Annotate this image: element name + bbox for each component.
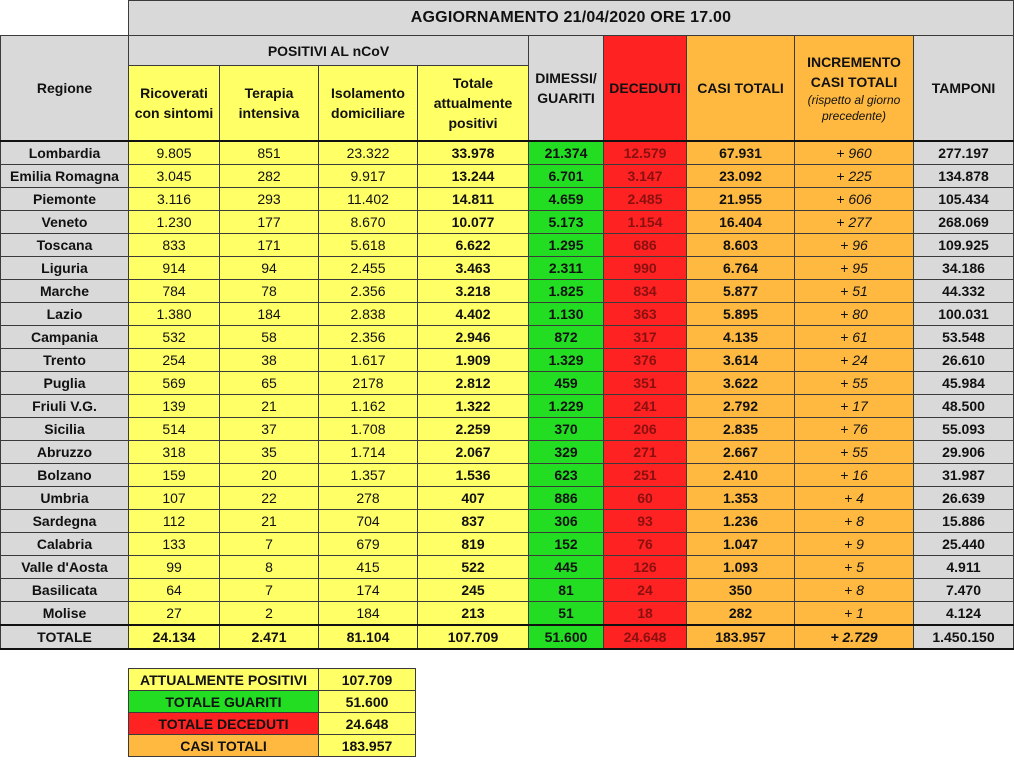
cell-totale-positivi: 522 <box>418 556 529 579</box>
cell-totale-positivi: 3.463 <box>418 257 529 280</box>
cell-regione: Trento <box>1 349 129 372</box>
cell-totale-positivi: 2.812 <box>418 372 529 395</box>
cell-tamponi: 268.069 <box>914 211 1014 234</box>
table-row <box>1 556 1014 579</box>
cell-ricoverati: 159 <box>129 464 220 487</box>
cell-regione: Basilicata <box>1 579 129 602</box>
cell-deceduti: 24.648 <box>604 625 687 649</box>
header-deceduti: DECEDUTI <box>604 36 687 142</box>
cell-isolamento: 1.708 <box>319 418 418 441</box>
header-totale-positivi: Totale attualmente positivi <box>418 66 529 142</box>
cell-terapia: 94 <box>220 257 319 280</box>
cell-deceduti: 990 <box>604 257 687 280</box>
cell-tamponi: 31.987 <box>914 464 1014 487</box>
table-row <box>1 234 1014 257</box>
cell-ricoverati: 133 <box>129 533 220 556</box>
cell-tamponi: 48.500 <box>914 395 1014 418</box>
header-incremento <box>795 36 914 142</box>
cell-regione: Molise <box>1 602 129 626</box>
cell-isolamento: 679 <box>319 533 418 556</box>
cell-regione: Campania <box>1 326 129 349</box>
cell-tamponi: 34.186 <box>914 257 1014 280</box>
cell-deceduti: 76 <box>604 533 687 556</box>
cell-casi-totali: 67.931 <box>687 141 795 165</box>
summary-row <box>129 691 416 713</box>
cell-totale-positivi: 4.402 <box>418 303 529 326</box>
cell-isolamento: 23.322 <box>319 141 418 165</box>
cell-isolamento: 415 <box>319 556 418 579</box>
cell-ricoverati: 3.116 <box>129 188 220 211</box>
cell-dimessi: 21.374 <box>529 141 604 165</box>
table-row <box>1 280 1014 303</box>
cell-casi-totali: 23.092 <box>687 165 795 188</box>
cell-regione: Abruzzo <box>1 441 129 464</box>
cell-terapia: 21 <box>220 510 319 533</box>
cell-tamponi: 134.878 <box>914 165 1014 188</box>
cell-incremento: + 8 <box>795 510 914 533</box>
cell-isolamento: 1.617 <box>319 349 418 372</box>
cell-terapia: 2 <box>220 602 319 626</box>
cell-dimessi: 370 <box>529 418 604 441</box>
header-casi-totali: CASI TOTALI <box>687 36 795 142</box>
cell-deceduti: 376 <box>604 349 687 372</box>
cell-totale-positivi: 1.322 <box>418 395 529 418</box>
cell-tamponi: 4.124 <box>914 602 1014 626</box>
cell-dimessi: 886 <box>529 487 604 510</box>
table-row <box>1 418 1014 441</box>
cell-tamponi: 25.440 <box>914 533 1014 556</box>
table-row <box>1 441 1014 464</box>
cell-incremento: + 960 <box>795 141 914 165</box>
cell-terapia: 2.471 <box>220 625 319 649</box>
cell-terapia: 35 <box>220 441 319 464</box>
summary-body <box>129 669 416 757</box>
cell-ricoverati: 254 <box>129 349 220 372</box>
cell-casi-totali: 1.047 <box>687 533 795 556</box>
cell-totale-positivi: 2.946 <box>418 326 529 349</box>
cell-incremento: + 8 <box>795 579 914 602</box>
cell-dimessi: 1.329 <box>529 349 604 372</box>
cell-terapia: 22 <box>220 487 319 510</box>
cell-terapia: 58 <box>220 326 319 349</box>
cell-totale-positivi: 837 <box>418 510 529 533</box>
cell-deceduti: 271 <box>604 441 687 464</box>
totals-row <box>1 625 1014 649</box>
cell-casi-totali: 2.667 <box>687 441 795 464</box>
cell-dimessi: 1.130 <box>529 303 604 326</box>
cell-tamponi: 105.434 <box>914 188 1014 211</box>
cell-incremento: + 95 <box>795 257 914 280</box>
table-row <box>1 326 1014 349</box>
cell-isolamento: 184 <box>319 602 418 626</box>
cell-ricoverati: 107 <box>129 487 220 510</box>
cell-incremento: + 55 <box>795 372 914 395</box>
table-row <box>1 533 1014 556</box>
cell-casi-totali: 1.093 <box>687 556 795 579</box>
cell-totale-positivi: 10.077 <box>418 211 529 234</box>
cell-tamponi: 26.610 <box>914 349 1014 372</box>
cell-incremento: + 4 <box>795 487 914 510</box>
cell-terapia: 851 <box>220 141 319 165</box>
cell-ricoverati: 569 <box>129 372 220 395</box>
header-isolamento: Isolamento domiciliare <box>319 66 418 142</box>
cell-terapia: 177 <box>220 211 319 234</box>
cell-incremento: + 1 <box>795 602 914 626</box>
cell-dimessi: 4.659 <box>529 188 604 211</box>
cell-regione: TOTALE <box>1 625 129 649</box>
cell-deceduti: 317 <box>604 326 687 349</box>
cell-totale-positivi: 2.067 <box>418 441 529 464</box>
cell-casi-totali: 2.410 <box>687 464 795 487</box>
cell-terapia: 78 <box>220 280 319 303</box>
cell-isolamento: 11.402 <box>319 188 418 211</box>
cell-isolamento: 1.162 <box>319 395 418 418</box>
cell-isolamento: 2178 <box>319 372 418 395</box>
cell-incremento: + 51 <box>795 280 914 303</box>
cell-dimessi: 6.701 <box>529 165 604 188</box>
cell-incremento: + 80 <box>795 303 914 326</box>
cell-dimessi: 81 <box>529 579 604 602</box>
cell-terapia: 7 <box>220 533 319 556</box>
cell-incremento: + 225 <box>795 165 914 188</box>
table-row <box>1 349 1014 372</box>
header-regione: Regione <box>1 36 129 142</box>
summary-table <box>128 668 416 757</box>
cell-isolamento: 1.357 <box>319 464 418 487</box>
cell-ricoverati: 532 <box>129 326 220 349</box>
summary-label: TOTALE DECEDUTI <box>129 713 319 735</box>
cell-casi-totali: 4.135 <box>687 326 795 349</box>
cell-deceduti: 241 <box>604 395 687 418</box>
cell-incremento: + 2.729 <box>795 625 914 649</box>
table-row <box>1 464 1014 487</box>
cell-ricoverati: 24.134 <box>129 625 220 649</box>
cell-casi-totali: 1.353 <box>687 487 795 510</box>
table-row <box>1 602 1014 626</box>
summary-label: ATTUALMENTE POSITIVI <box>129 669 319 691</box>
cell-tamponi: 53.548 <box>914 326 1014 349</box>
cell-totale-positivi: 819 <box>418 533 529 556</box>
cell-ricoverati: 9.805 <box>129 141 220 165</box>
summary-value: 107.709 <box>319 669 416 691</box>
cell-tamponi: 1.450.150 <box>914 625 1014 649</box>
table-row <box>1 303 1014 326</box>
summary-value: 51.600 <box>319 691 416 713</box>
cell-isolamento: 278 <box>319 487 418 510</box>
table-row <box>1 141 1014 165</box>
cell-dimessi: 51.600 <box>529 625 604 649</box>
cell-terapia: 21 <box>220 395 319 418</box>
cell-casi-totali: 2.835 <box>687 418 795 441</box>
cell-deceduti: 126 <box>604 556 687 579</box>
cell-deceduti: 206 <box>604 418 687 441</box>
cell-ricoverati: 27 <box>129 602 220 626</box>
cell-totale-positivi: 245 <box>418 579 529 602</box>
cell-regione: Bolzano <box>1 464 129 487</box>
cell-incremento: + 24 <box>795 349 914 372</box>
cell-regione: Sicilia <box>1 418 129 441</box>
cell-tamponi: 29.906 <box>914 441 1014 464</box>
cell-dimessi: 5.173 <box>529 211 604 234</box>
cell-ricoverati: 112 <box>129 510 220 533</box>
cell-ricoverati: 3.045 <box>129 165 220 188</box>
cell-totale-positivi: 6.622 <box>418 234 529 257</box>
cell-regione: Toscana <box>1 234 129 257</box>
cell-isolamento: 174 <box>319 579 418 602</box>
cell-casi-totali: 5.895 <box>687 303 795 326</box>
cell-incremento: + 16 <box>795 464 914 487</box>
table-row <box>1 211 1014 234</box>
cell-ricoverati: 318 <box>129 441 220 464</box>
cell-dimessi: 1.295 <box>529 234 604 257</box>
cell-dimessi: 329 <box>529 441 604 464</box>
page-title: AGGIORNAMENTO 21/04/2020 ORE 17.00 <box>129 1 1014 36</box>
cell-tamponi: 55.093 <box>914 418 1014 441</box>
cell-incremento: + 17 <box>795 395 914 418</box>
cell-totale-positivi: 14.811 <box>418 188 529 211</box>
cell-casi-totali: 1.236 <box>687 510 795 533</box>
cell-incremento: + 606 <box>795 188 914 211</box>
header-ricoverati: Ricoverati con sintomi <box>129 66 220 142</box>
cell-casi-totali: 282 <box>687 602 795 626</box>
cell-dimessi: 1.229 <box>529 395 604 418</box>
cell-totale-positivi: 107.709 <box>418 625 529 649</box>
cell-dimessi: 51 <box>529 602 604 626</box>
table-row <box>1 165 1014 188</box>
summary-label: TOTALE GUARITI <box>129 691 319 713</box>
cell-ricoverati: 64 <box>129 579 220 602</box>
summary-row <box>129 713 416 735</box>
cell-isolamento: 1.714 <box>319 441 418 464</box>
cell-regione: Valle d'Aosta <box>1 556 129 579</box>
cell-tamponi: 109.925 <box>914 234 1014 257</box>
cell-ricoverati: 833 <box>129 234 220 257</box>
table-row <box>1 188 1014 211</box>
cell-deceduti: 12.579 <box>604 141 687 165</box>
cell-isolamento: 5.618 <box>319 234 418 257</box>
cell-deceduti: 60 <box>604 487 687 510</box>
table-row <box>1 257 1014 280</box>
corner-blank <box>1 1 129 36</box>
cell-terapia: 65 <box>220 372 319 395</box>
cell-regione: Lombardia <box>1 141 129 165</box>
table-row <box>1 395 1014 418</box>
cell-deceduti: 18 <box>604 602 687 626</box>
cell-isolamento: 2.356 <box>319 280 418 303</box>
cell-tamponi: 15.886 <box>914 510 1014 533</box>
header-positivi-group: POSITIVI AL nCoV <box>129 36 529 66</box>
cell-deceduti: 3.147 <box>604 165 687 188</box>
cell-regione: Puglia <box>1 372 129 395</box>
cell-dimessi: 445 <box>529 556 604 579</box>
cell-tamponi: 45.984 <box>914 372 1014 395</box>
cell-casi-totali: 3.622 <box>687 372 795 395</box>
cell-tamponi: 100.031 <box>914 303 1014 326</box>
cell-terapia: 37 <box>220 418 319 441</box>
summary-row <box>129 669 416 691</box>
cell-tamponi: 277.197 <box>914 141 1014 165</box>
cell-terapia: 20 <box>220 464 319 487</box>
cell-tamponi: 4.911 <box>914 556 1014 579</box>
cell-ricoverati: 1.380 <box>129 303 220 326</box>
cell-casi-totali: 5.877 <box>687 280 795 303</box>
cell-tamponi: 7.470 <box>914 579 1014 602</box>
cell-terapia: 184 <box>220 303 319 326</box>
summary-label: CASI TOTALI <box>129 735 319 757</box>
table-body <box>1 141 1014 649</box>
table-row <box>1 487 1014 510</box>
cell-regione: Veneto <box>1 211 129 234</box>
cell-casi-totali: 183.957 <box>687 625 795 649</box>
cell-dimessi: 459 <box>529 372 604 395</box>
cell-ricoverati: 914 <box>129 257 220 280</box>
cell-regione: Piemonte <box>1 188 129 211</box>
cell-terapia: 38 <box>220 349 319 372</box>
cell-deceduti: 1.154 <box>604 211 687 234</box>
header-incremento-note: (rispetto al giorno precedente) <box>807 93 901 123</box>
cell-totale-positivi: 1.536 <box>418 464 529 487</box>
summary-value: 183.957 <box>319 735 416 757</box>
cell-incremento: + 55 <box>795 441 914 464</box>
cell-isolamento: 2.838 <box>319 303 418 326</box>
cell-dimessi: 1.825 <box>529 280 604 303</box>
cell-totale-positivi: 407 <box>418 487 529 510</box>
header-incremento-label: INCREMENTO CASI TOTALI <box>807 54 901 90</box>
cell-isolamento: 8.670 <box>319 211 418 234</box>
cell-regione: Marche <box>1 280 129 303</box>
cell-totale-positivi: 13.244 <box>418 165 529 188</box>
cell-regione: Lazio <box>1 303 129 326</box>
cell-ricoverati: 139 <box>129 395 220 418</box>
cell-casi-totali: 2.792 <box>687 395 795 418</box>
cell-regione: Emilia Romagna <box>1 165 129 188</box>
cell-deceduti: 251 <box>604 464 687 487</box>
cell-regione: Friuli V.G. <box>1 395 129 418</box>
cell-terapia: 7 <box>220 579 319 602</box>
cell-isolamento: 9.917 <box>319 165 418 188</box>
cell-casi-totali: 8.603 <box>687 234 795 257</box>
cell-deceduti: 351 <box>604 372 687 395</box>
cell-isolamento: 81.104 <box>319 625 418 649</box>
header-tamponi: TAMPONI <box>914 36 1014 142</box>
cell-deceduti: 363 <box>604 303 687 326</box>
cell-incremento: + 5 <box>795 556 914 579</box>
table-row <box>1 510 1014 533</box>
cell-dimessi: 306 <box>529 510 604 533</box>
cell-totale-positivi: 2.259 <box>418 418 529 441</box>
table-row <box>1 372 1014 395</box>
cell-incremento: + 61 <box>795 326 914 349</box>
cell-isolamento: 2.455 <box>319 257 418 280</box>
cell-deceduti: 24 <box>604 579 687 602</box>
cell-dimessi: 152 <box>529 533 604 556</box>
cell-isolamento: 2.356 <box>319 326 418 349</box>
cell-ricoverati: 784 <box>129 280 220 303</box>
cell-ricoverati: 99 <box>129 556 220 579</box>
cell-isolamento: 704 <box>319 510 418 533</box>
cell-regione: Liguria <box>1 257 129 280</box>
cell-totale-positivi: 1.909 <box>418 349 529 372</box>
cell-dimessi: 623 <box>529 464 604 487</box>
cell-incremento: + 277 <box>795 211 914 234</box>
cell-terapia: 8 <box>220 556 319 579</box>
cell-terapia: 293 <box>220 188 319 211</box>
table-row <box>1 579 1014 602</box>
cell-ricoverati: 514 <box>129 418 220 441</box>
cell-deceduti: 686 <box>604 234 687 257</box>
cell-regione: Umbria <box>1 487 129 510</box>
summary-value: 24.648 <box>319 713 416 735</box>
cell-totale-positivi: 33.978 <box>418 141 529 165</box>
cell-deceduti: 834 <box>604 280 687 303</box>
cell-casi-totali: 3.614 <box>687 349 795 372</box>
header-dimessi: DIMESSI/ GUARITI <box>529 36 604 142</box>
cell-incremento: + 76 <box>795 418 914 441</box>
cell-casi-totali: 21.955 <box>687 188 795 211</box>
cell-incremento: + 9 <box>795 533 914 556</box>
cell-casi-totali: 350 <box>687 579 795 602</box>
cell-regione: Sardegna <box>1 510 129 533</box>
cell-deceduti: 2.485 <box>604 188 687 211</box>
summary-row <box>129 735 416 757</box>
cell-casi-totali: 6.764 <box>687 257 795 280</box>
cell-terapia: 171 <box>220 234 319 257</box>
cell-casi-totali: 16.404 <box>687 211 795 234</box>
cell-dimessi: 2.311 <box>529 257 604 280</box>
cell-totale-positivi: 213 <box>418 602 529 626</box>
cell-deceduti: 93 <box>604 510 687 533</box>
cell-dimessi: 872 <box>529 326 604 349</box>
cell-tamponi: 26.639 <box>914 487 1014 510</box>
cell-terapia: 282 <box>220 165 319 188</box>
cell-regione: Calabria <box>1 533 129 556</box>
cell-totale-positivi: 3.218 <box>418 280 529 303</box>
cell-tamponi: 44.332 <box>914 280 1014 303</box>
cell-incremento: + 96 <box>795 234 914 257</box>
header-terapia: Terapia intensiva <box>220 66 319 142</box>
cell-ricoverati: 1.230 <box>129 211 220 234</box>
